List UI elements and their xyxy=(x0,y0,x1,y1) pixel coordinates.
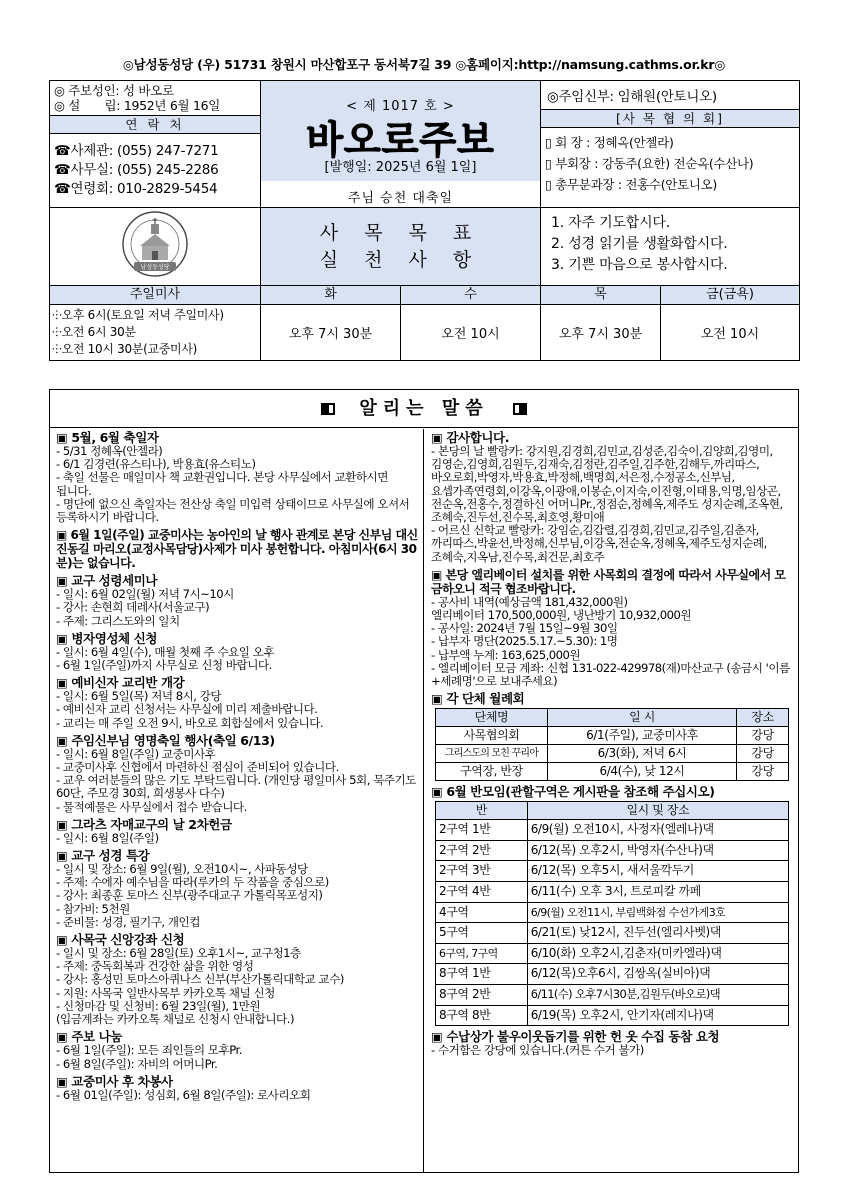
table-cell: 8구역 2반 xyxy=(436,985,528,1006)
section-heading: ▣ 6월 1일(주일) 교중미사는 농아인의 날 행사 관계로 본당 신부님 대신 진동길 마리오(교정사목담당)사제가 미사 봉헌합니다. 아침미사(6시 30분)는 없습니다. xyxy=(56,528,418,571)
tuesday-mass: 오후 7시 30분 xyxy=(261,305,401,361)
notice-line: - 신청마감 및 신청비: 6월 23일(월), 1만원 xyxy=(56,998,261,1013)
table-cell: 강당 xyxy=(737,763,789,781)
table-row xyxy=(436,861,789,882)
notice-line: - 납부자 명단(2025.5.17.~5.30): 1명 xyxy=(431,634,618,649)
table-cell: 6/3(화), 저녁 6시 xyxy=(547,745,736,763)
notice-line: - 일시: 6월 02일(월) 저녁 7시~10시 xyxy=(56,587,234,602)
table-header: 단체명 xyxy=(436,709,548,727)
contact-label: 연 락 처 xyxy=(50,115,260,134)
section-heading: ▣ 각 단체 월례회 xyxy=(431,691,525,707)
table-cell: 강당 xyxy=(737,745,789,763)
notice-line: - 일시 및 장소: 6월 9일(월), 오전10시~, 사파동성당 xyxy=(56,862,308,877)
notice-line: - 명단에 없으신 축일자는 전산상 축일 미입력 상태이므로 사무실에 오셔서 등록하시기 바랍니다. xyxy=(56,496,410,525)
practice-title: 실 천 사 항 xyxy=(319,249,482,271)
notice-line: - 6월 1일(주일)까지 사무실로 신청 바랍니다. xyxy=(56,658,272,673)
notice-line: - 준비물: 성경, 필기구, 개인컵 xyxy=(56,914,200,929)
section-heading: ▣ 감사합니다. xyxy=(431,430,510,445)
meetings-table xyxy=(435,708,789,781)
notice-line: - 6월 8일(주일): 자비의 어머니Pr. xyxy=(56,1056,218,1071)
section-heading: ▣ 수납상가 불우이웃돕기를 위한 헌 옷 수집 동참 요청 xyxy=(431,1029,720,1045)
notice-line: - 공사비 내역(예상금액 181,432,000원) xyxy=(431,594,628,609)
contact-funeral: ☎연령회: 010-2829-5454 xyxy=(54,181,218,197)
table-cell: 5구역 xyxy=(436,923,528,944)
pastoral-goal-title: 사 목 목 표 xyxy=(319,222,482,244)
section-heading: ▣ 사목국 신앙강좌 신청 xyxy=(56,932,185,948)
notice-line: - 교우 여러분들의 많은 기도 부탁드립니다. (개인당 평일미사 5회, 묵주기도 60단, 주모경 30회, 희생봉사 다수) xyxy=(56,773,416,801)
notice-line: - 일시 및 장소: 6월 28일(토) 오후1시~, 교구청1층 xyxy=(56,946,301,961)
notice-right-column xyxy=(425,429,799,1172)
table-row xyxy=(436,763,789,781)
notice-line: - 참가비: 5천원 xyxy=(56,901,130,916)
notice-line: - 주제: 중독회복과 건강한 삶을 위한 영성 xyxy=(56,959,254,974)
notice-feast-days xyxy=(56,431,420,524)
table-header: 일 시 xyxy=(547,709,736,727)
table-cell: 8구역 1반 xyxy=(436,964,528,985)
masthead xyxy=(49,80,800,286)
table-cell: 6/10(화) 오후2시,김춘자(미카엘라)댁 xyxy=(527,943,788,964)
table-cell: 6/12(목) 오후2시, 박영자(수산나)댁 xyxy=(527,840,788,861)
schedule-header: 수 xyxy=(401,286,541,305)
table-cell: 사목협의회 xyxy=(436,727,548,745)
patron-saint: ◎ 주보성인: 성 바오로 xyxy=(54,83,174,98)
notice-line: - 5/31 정혜옥(안젤라) xyxy=(56,444,163,458)
table-cell: 6/21(토) 낮12시, 진두선(엘리사벳)댁 xyxy=(527,923,788,944)
contact-rectory: ☎사제관: (055) 247-7271 xyxy=(54,143,219,159)
pastor-name: ◎주임신부: 임해원(안토니오) xyxy=(547,89,717,105)
notice-line: - 6월 1일(주일): 모든 죄인들의 모후Pr. xyxy=(56,1043,242,1058)
cell-meetings-table xyxy=(435,801,789,1026)
seal-text: 남성동성당 xyxy=(140,264,170,271)
notice-line: - 본당의 날 빨랑카: 강지원,김경희,김민교,김성준,김숙이,김양희,김영미,김영순,김영희,김원두,김재숙,김정란,김주일,김주한,김해두,까리따스,바오로회,박영자,박용효,박정해,백명희,서은정,수정공소,신부님,요셉가족연령회,이강옥,이광애,이봉순,이지숙,이진형,이태용,익명,임상곤,전순옥,전홍수,정결하신 어머니Pr.,정점순,정혜옥,제주도 성지순례,조옥현,조혜숙,진두선,진수목,최호영,황미애 xyxy=(431,444,783,525)
goal-item: 3. 기쁜 마음으로 봉사합시다. xyxy=(551,257,728,273)
thursday-mass: 오후 7시 30분 xyxy=(541,305,661,361)
section-heading: ▣ 교구 성경 특강 xyxy=(56,848,150,864)
notice-spirit-seminar xyxy=(56,574,420,628)
table-cell: 6/11(수) 오후 3시, 트로피칼 까페 xyxy=(527,882,788,903)
notice-line: - 물적예물은 사무실에서 접수 받습니다. xyxy=(56,799,247,814)
notice-line: - 공사일: 2024년 7월 15일~9월 30일 xyxy=(431,621,618,636)
section-heading: ▣ 본당 엘리베이터 설치를 위한 사목회의 결정에 따라서 사무실에서 모금하오니 적극 협조바랍니다. xyxy=(431,567,786,596)
table-cell: 6/11(수) 오후7시30분,김원두(바오로)댁 xyxy=(527,985,788,1006)
wednesday-mass: 오전 10시 xyxy=(401,305,541,361)
notice-sick-communion xyxy=(56,632,420,672)
council-label: [사 목 협 의 회] xyxy=(541,109,799,128)
table-cell: 구역장, 반장 xyxy=(436,763,548,781)
table-row xyxy=(436,727,789,745)
section-heading: ▣ 그라츠 자매교구의 날 2차헌금 xyxy=(56,816,232,832)
table-cell: 2구역 1반 xyxy=(436,820,528,841)
notice-line: - 엘리베이터 모금 계좌: 신협 131-022-429978(재)마산교구 (송금시 '이름+세례명'으로 보내주세요) xyxy=(431,660,790,689)
mass-schedule xyxy=(49,285,800,361)
table-cell: 2구역 3반 xyxy=(436,861,528,882)
table-cell: 6/12(목)오후6시, 김쌍옥(실비아)댁 xyxy=(527,964,788,985)
notice-tea-service xyxy=(56,1075,420,1102)
table-cell: 6구역, 7구역 xyxy=(436,943,528,964)
sunday-mass: ⸭오후 6시(토요일 저녁 주일미사) xyxy=(52,308,224,322)
table-cell: 6/1(주일), 교중미사후 xyxy=(547,727,736,745)
notice-line: - 교리는 매 주일 오전 9시, 바오로 회합실에서 있습니다. xyxy=(56,715,324,730)
table-row xyxy=(436,1005,789,1026)
table-row xyxy=(436,840,789,861)
parish-address-line: ◎남성동성당 (우) 51731 창원시 마산합포구 동서북7길 39 ◎홈페이지:http://namsung.cathms.or.kr◎ xyxy=(122,57,726,72)
table-cell: 6/12(목) 오후5시, 새서울깍두기 xyxy=(527,861,788,882)
council-secretary: ▯ 총무분과장 : 전홍수(안토니오) xyxy=(545,177,717,192)
notice-line: - 일시: 6월 5일(목) 저녁 8시, 강당 xyxy=(56,689,222,704)
notice-elevator-fund xyxy=(431,568,795,688)
notice-line: 엘리베이터 170,500,000원, 냉난방기 10,932,000원 xyxy=(431,608,692,623)
table-header: 일시 및 장소 xyxy=(527,802,788,820)
section-heading: ▣ 병자영성체 신청 xyxy=(56,630,158,646)
notice-line: - 강사: 최종훈 토마스 신부(광주대교구 가톨릭목포성지) xyxy=(56,888,323,903)
notice-line: - 6/1 김경련(유스티나), 박용효(유스티노) xyxy=(56,457,256,472)
notice-high-mass xyxy=(56,528,420,570)
notice-line: - 일시: 6월 8일(주일) 교중미사후 xyxy=(56,746,216,761)
notice-bible-lecture xyxy=(56,849,420,929)
notice-board xyxy=(49,389,799,1173)
table-cell: 6/9(월) 오전10시, 사정자(엘레나)댁 xyxy=(527,820,788,841)
table-cell: 6/9(월) 오전11시, 부림백화점 수선가게3호 xyxy=(527,902,788,923)
square-icon xyxy=(513,403,527,415)
notice-catechumen xyxy=(56,676,420,730)
goal-item: 1. 자주 기도합시다. xyxy=(551,215,670,231)
notice-line: - 교중미사후 신협에서 마련하신 점심이 준비되어 있습니다. xyxy=(56,760,339,775)
table-cell: 강당 xyxy=(737,727,789,745)
table-cell: 2구역 2반 xyxy=(436,840,528,861)
section-heading: ▣ 교구 성령세미나 xyxy=(56,573,158,589)
table-cell: 4구역 xyxy=(436,902,528,923)
church-seal-icon xyxy=(118,210,192,278)
section-heading: ▣ 6월 반모임(관할구역은 게시판을 참조해 주십시오) xyxy=(431,784,715,800)
square-icon xyxy=(321,403,335,415)
notice-monthly-meetings xyxy=(431,692,795,781)
notice-bulletin-share xyxy=(56,1030,420,1070)
notice-line: - 지원: 사목국 일반사목부 카카오톡 채널 신청 xyxy=(56,985,275,1000)
notice-faith-lecture xyxy=(56,933,420,1026)
table-row xyxy=(436,902,789,923)
notice-pastor-feast xyxy=(56,734,420,814)
section-heading: ▣ 교중미사 후 차봉사 xyxy=(56,1073,173,1089)
sunday-mass: ⸭오전 10시 30분(교중미사) xyxy=(52,342,198,356)
notice-line: - 축일 선물은 매일미사 책 교환권입니다. 본당 사무실에서 교환하시면 됩니다. xyxy=(56,470,388,498)
issue-number: < 제 1017 호 > xyxy=(346,99,455,114)
council-vice: ▯ 부회장 : 강동주(요한) 전순옥(수산나) xyxy=(545,156,754,171)
table-header: 장소 xyxy=(737,709,789,727)
schedule-header: 금(금욕) xyxy=(661,286,800,305)
notice-line: - 주제: 그리스도와의 일치 xyxy=(56,613,180,628)
contact-office: ☎사무실: (055) 245-2286 xyxy=(54,162,219,178)
notice-line: - 수거함은 강당에 있습니다.(커튼 수거 불가) xyxy=(431,1043,644,1058)
notice-line: - 일시: 6월 8일(주일) xyxy=(56,830,159,845)
section-heading: ▣ 주보 나눔 xyxy=(56,1029,123,1045)
table-header: 반 xyxy=(436,802,528,820)
notice-line: - 강사: 손현희 데레사(서울교구) xyxy=(56,600,210,615)
notice-clothes-drive xyxy=(431,1030,795,1057)
notice-board-title-text: 알리는 말씀 xyxy=(359,398,489,419)
notice-board-title xyxy=(50,390,798,428)
table-cell: 2구역 4반 xyxy=(436,882,528,903)
bulletin-title-box xyxy=(261,81,540,207)
notice-line: - 일시: 6월 4일(수), 매월 첫째 주 수요일 오후 xyxy=(56,644,275,659)
notice-line: - 주제: 수에자 예수님을 따라(루카의 두 작품을 중심으로) xyxy=(56,875,329,890)
table-row xyxy=(436,964,789,985)
notice-line: - 어르신 신학교 빨랑카: 강임순,김갑렬,김경희,김민교,김주일,김춘자,까리따스,박윤선,박정해,신부님,이강옥,전순옥,정혜옥,제주도성지순례,조혜숙,지옥남,진수목,최건문,최호주 xyxy=(431,523,767,564)
schedule-header: 주일미사 xyxy=(50,286,261,305)
section-heading: ▣ 5월, 6월 축일자 xyxy=(56,430,159,445)
sunday-mass: ⸭오전 6시 30분 xyxy=(52,325,136,339)
table-cell: 그리스도의 모친 꾸리아 xyxy=(436,745,548,763)
table-cell: 8구역 8반 xyxy=(436,1005,528,1026)
notice-line: - 강사: 홍성민 토마스아퀴나스 신부(부산가톨릭대학교 교수) xyxy=(56,972,344,987)
schedule-header: 화 xyxy=(261,286,401,305)
bulletin-title: 바오로주보 xyxy=(306,118,495,162)
notice-line: - 6월 01일(주일): 성심회, 6월 8일(주일): 로사리오회 xyxy=(56,1087,311,1102)
table-cell: 6/19(목) 오후2시, 안기자(레지나)댁 xyxy=(527,1005,788,1026)
table-row xyxy=(436,985,789,1006)
notice-left-column xyxy=(50,429,424,1172)
founding-date: ◎ 설 립: 1952년 6월 16일 xyxy=(54,98,221,113)
notice-graz-collection xyxy=(56,818,420,845)
notice-thanks xyxy=(431,431,795,564)
table-row xyxy=(436,882,789,903)
table-row xyxy=(436,820,789,841)
friday-mass: 오전 10시 xyxy=(661,305,800,361)
table-cell: 6/4(수), 낮 12시 xyxy=(547,763,736,781)
schedule-header: 목 xyxy=(541,286,661,305)
section-heading: ▣ 예비신자 교리반 개강 xyxy=(56,675,185,691)
feast-day: 주님 승천 대축일 xyxy=(347,191,454,206)
table-row xyxy=(436,745,789,763)
notice-cell-meetings xyxy=(431,785,795,1026)
table-row xyxy=(436,923,789,944)
table-row xyxy=(436,943,789,964)
notice-line: - 예비신자 교리 신청서는 사무실에 미리 제출바랍니다. xyxy=(56,702,318,717)
council-president: ▯ 회 장 : 정혜옥(안젤라) xyxy=(545,135,674,150)
notice-line: - 납부액 누계: 163,625,000원 xyxy=(431,647,581,662)
publish-date: [발행일: 2025년 6월 1일] xyxy=(324,160,477,175)
section-heading: ▣ 주임신부님 영명축일 행사(축일 6/13) xyxy=(56,732,275,748)
notice-line: (입금계좌는 카카오톡 채널로 신청시 안내합니다.) xyxy=(56,1012,294,1027)
parish-seal xyxy=(50,208,260,280)
goal-item: 2. 성경 읽기를 생활화합시다. xyxy=(551,236,728,252)
